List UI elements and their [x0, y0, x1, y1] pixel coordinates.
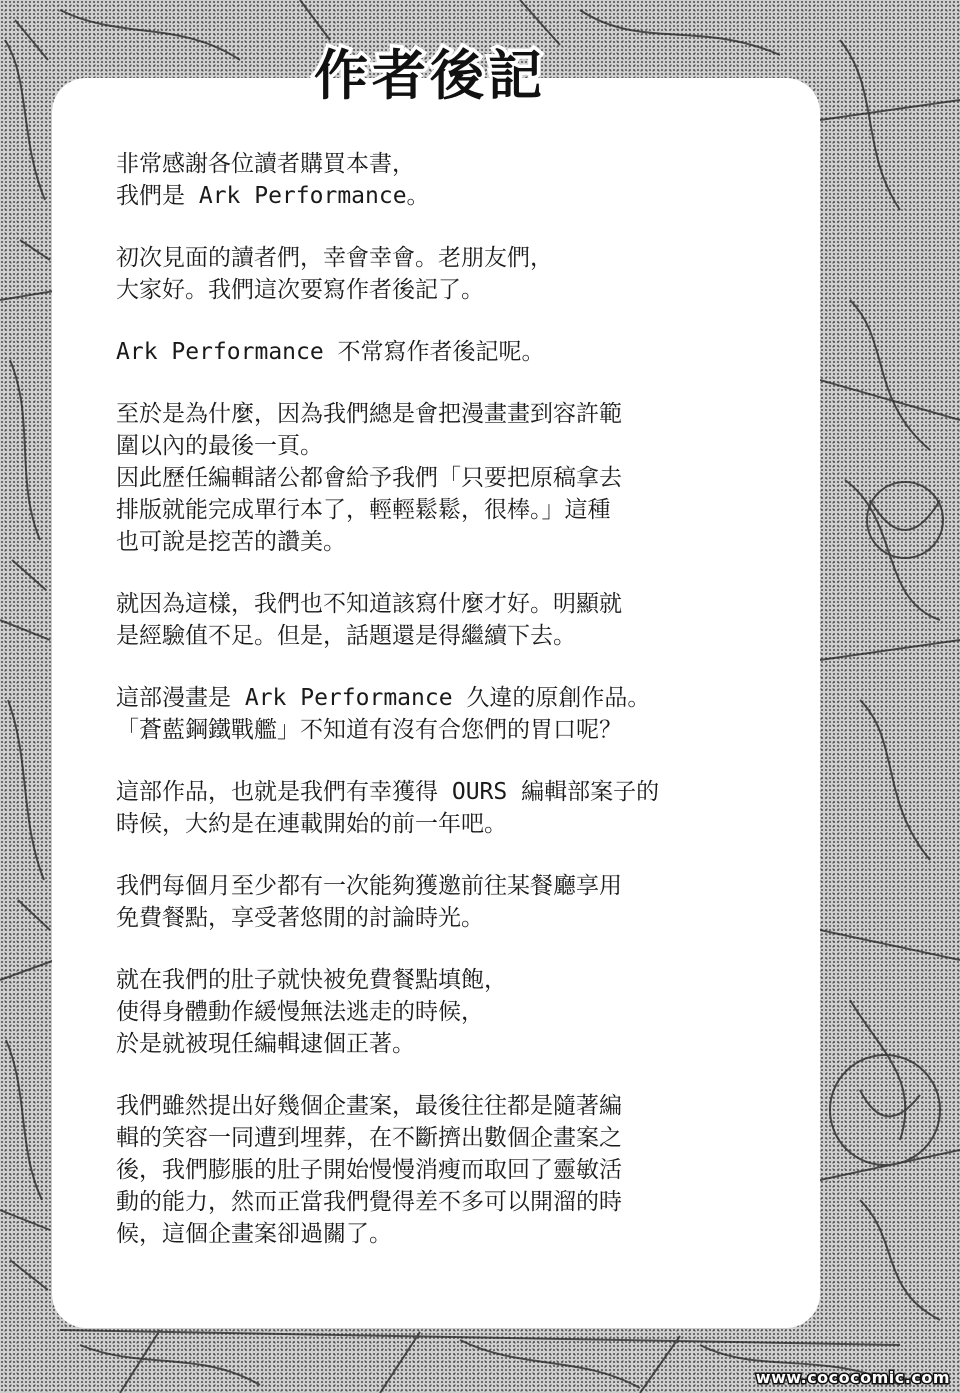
text-line: 至於是為什麼，因為我們總是會把漫畫畫到容許範: [116, 401, 622, 427]
text-line: 這部作品，也就是我們有幸獲得 OURS 編輯部案子的: [116, 779, 660, 805]
text-line: 我們是 Ark Performance。: [116, 183, 430, 209]
paragraph: [116, 776, 756, 840]
paragraph: [116, 242, 756, 306]
text-line: 初次見面的讀者們，幸會幸會。老朋友們，: [116, 245, 553, 271]
paragraph: [116, 588, 756, 652]
text-line: 免費餐點，享受著悠閒的討論時光。: [116, 905, 484, 931]
text-line: 是經驗值不足。但是，話題還是得繼續下去。: [116, 623, 576, 649]
text-line: 大家好。我們這次要寫作者後記了。: [116, 277, 484, 303]
text-line: 時候，大約是在連載開始的前一年吧。: [116, 811, 507, 837]
paragraph: [116, 870, 756, 934]
paragraph: [116, 1090, 756, 1250]
text-line: 於是就被現任編輯逮個正著。: [116, 1031, 415, 1057]
text-line: 後，我們膨脹的肚子開始慢慢消瘦而取回了靈敏活: [116, 1157, 622, 1183]
watermark: www.cococomic.com: [755, 1368, 950, 1387]
paragraph: [116, 336, 756, 368]
text-line: 「蒼藍鋼鐵戰艦」不知道有沒有合您們的胃口呢？: [116, 717, 622, 743]
text-line: 就在我們的肚子就快被免費餐點填飽，: [116, 967, 507, 993]
paragraph: [116, 964, 756, 1060]
text-line: 動的能力，然而正當我們覺得差不多可以開溜的時: [116, 1189, 622, 1215]
text-line: 我們雖然提出好幾個企畫案，最後往往都是隨著編: [116, 1093, 622, 1119]
text-line: 這部漫畫是 Ark Performance 久違的原創作品。: [116, 685, 651, 711]
afterword-body: [116, 148, 756, 1280]
text-line: 候，這個企畫案卻過關了。: [116, 1221, 392, 1247]
paragraph: [116, 682, 756, 746]
text-line: 我們每個月至少都有一次能夠獲邀前往某餐廳享用: [116, 873, 622, 899]
text-line: 使得身體動作緩慢無法逃走的時候，: [116, 999, 484, 1025]
text-line: 非常感謝各位讀者購買本書，: [116, 151, 415, 177]
text-line: Ark Performance 不常寫作者後記呢。: [116, 339, 545, 365]
paragraph: [116, 398, 756, 558]
text-line: 輯的笑容一同遭到埋葬，在不斷擠出數個企畫案之: [116, 1125, 622, 1151]
text-line: 也可說是挖苦的讚美。: [116, 529, 346, 555]
text-line: 就因為這樣，我們也不知道該寫什麼才好。明顯就: [116, 591, 622, 617]
text-line: 因此歷任編輯諸公都會給予我們「只要把原稿拿去: [116, 465, 622, 491]
paragraph: [116, 148, 756, 212]
text-line: 排版就能完成單行本了，輕輕鬆鬆，很棒。」這種: [116, 497, 611, 523]
text-line: 圍以內的最後一頁。: [116, 433, 323, 459]
page-title: 作者後記: [314, 44, 546, 107]
